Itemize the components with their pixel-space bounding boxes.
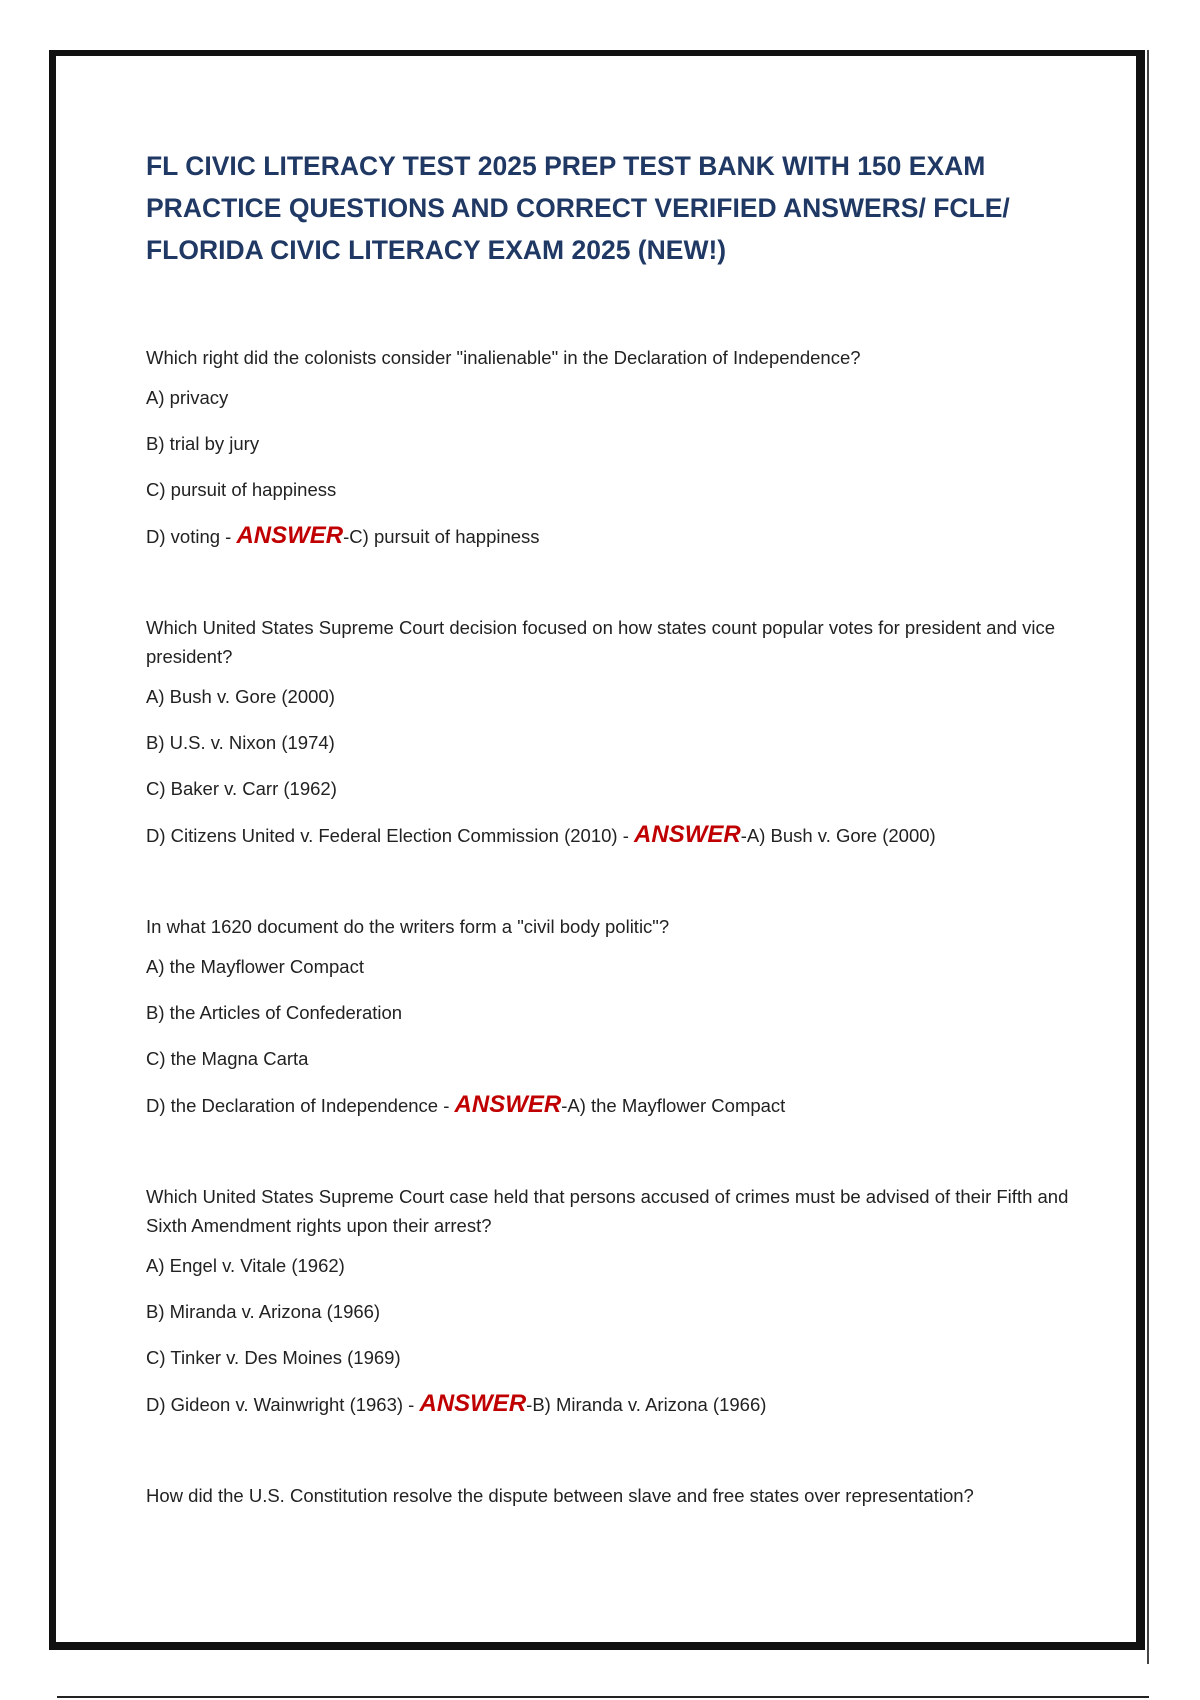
- question-block: [146, 343, 1086, 549]
- correct-answer: -A) Bush v. Gore (2000): [740, 825, 936, 846]
- option-b: B) Miranda v. Arizona (1966): [146, 1301, 381, 1322]
- option-c: C) Tinker v. Des Moines (1969): [146, 1347, 401, 1368]
- question-text: Which United States Supreme Court case held that persons accused of crimes must be advised of their Fifth and Sixth Amendment rights upon their arrest?: [146, 1186, 1069, 1236]
- correct-answer: -A) the Mayflower Compact: [561, 1095, 786, 1116]
- question-text: Which right did the colonists consider "inalienable" in the Declaration of Independence?: [146, 347, 861, 368]
- option-c: C) Baker v. Carr (1962): [146, 778, 337, 799]
- option-d-with-answer: [146, 524, 1086, 549]
- question-text: How did the U.S. Constitution resolve the dispute between slave and free states over representation?: [146, 1485, 974, 1506]
- question-text: In what 1620 document do the writers form a "civil body politic"?: [146, 916, 670, 937]
- document-content: [146, 145, 1086, 1529]
- option-a: A) the Mayflower Compact: [146, 956, 364, 977]
- document-title: FL CIVIC LITERACY TEST 2025 PREP TEST BANK WITH 150 EXAM PRACTICE QUESTIONS AND CORRECT VERIFIED ANSWERS/ FCLE/ FLORIDA CIVIC LITERACY EXAM 2025 (NEW!): [146, 151, 1010, 265]
- option-d: D) Citizens United v. Federal Election Commission (2010) -: [146, 825, 629, 846]
- question-block: [146, 1182, 1086, 1417]
- correct-answer: -C) pursuit of happiness: [343, 526, 540, 547]
- option-c: C) the Magna Carta: [146, 1048, 309, 1069]
- option-d-with-answer: [146, 1392, 1086, 1417]
- option-b: B) the Articles of Confederation: [146, 1002, 403, 1023]
- answer-label: ANSWER: [236, 522, 344, 549]
- option-b: B) trial by jury: [146, 433, 260, 454]
- question-text: Which United States Supreme Court decision focused on how states count popular votes for president and vice president?: [146, 617, 1056, 667]
- correct-answer: -B) Miranda v. Arizona (1966): [526, 1394, 767, 1415]
- option-a: A) Bush v. Gore (2000): [146, 686, 335, 707]
- option-d: D) the Declaration of Independence -: [146, 1095, 450, 1116]
- option-a: A) privacy: [146, 387, 229, 408]
- page-divider: [57, 1696, 1149, 1698]
- option-d: D) Gideon v. Wainwright (1963) -: [146, 1394, 415, 1415]
- question-block: [146, 912, 1086, 1118]
- option-d: D) voting -: [146, 526, 232, 547]
- option-b: B) U.S. v. Nixon (1974): [146, 732, 335, 753]
- option-c: C) pursuit of happiness: [146, 479, 337, 500]
- option-d-with-answer: [146, 823, 1086, 848]
- option-a: A) Engel v. Vitale (1962): [146, 1255, 345, 1276]
- question-block: [146, 613, 1086, 848]
- answer-label: ANSWER: [454, 1091, 562, 1118]
- answer-label: ANSWER: [634, 821, 741, 848]
- answer-label: ANSWER: [419, 1390, 527, 1417]
- option-d-with-answer: [146, 1093, 1086, 1118]
